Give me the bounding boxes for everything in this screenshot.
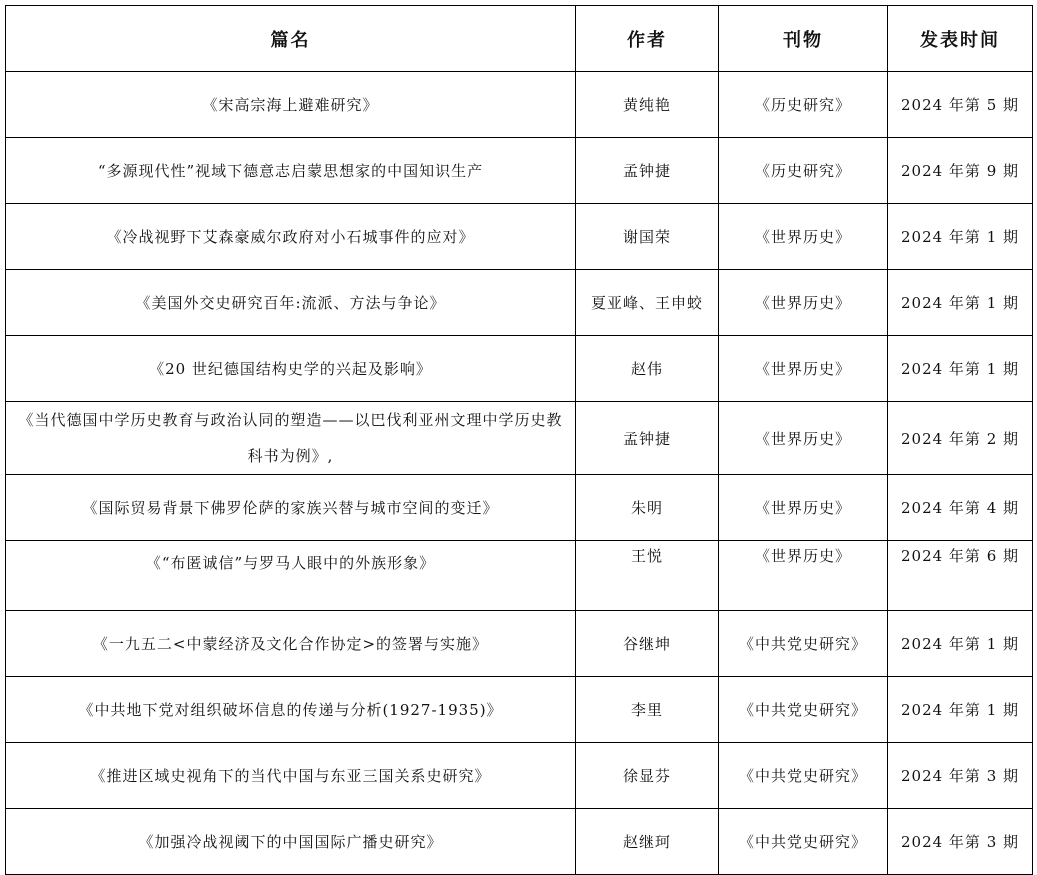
table-row [6,611,1033,677]
row-journal: 《历史研究》 [719,138,888,204]
row-journal: 《中共党史研究》 [719,743,888,809]
table-row [6,204,1033,270]
row-author: 孟钟捷 [576,138,719,204]
table-row [6,138,1033,204]
row-date: 2024 年第 1 期 [888,611,1033,677]
row-journal: 《历史研究》 [719,72,888,138]
row-author: 李里 [576,677,719,743]
table-row [6,475,1033,541]
table-row [6,677,1033,743]
row-journal: 《世界历史》 [719,402,888,475]
row-title: 《中共地下党对组织破坏信息的传递与分析(1927-1935)》 [6,677,576,743]
row-author: 赵继珂 [576,809,719,875]
row-journal: 《世界历史》 [719,336,888,402]
row-date: 2024 年第 1 期 [888,677,1033,743]
row-journal: 《世界历史》 [719,541,888,611]
table-row [6,72,1033,138]
row-title: 《加强冷战视阈下的中国国际广播史研究》 [6,809,576,875]
table-row [6,809,1033,875]
row-title: 《“布匿诚信”与罗马人眼中的外族形象》 [6,541,576,611]
row-date: 2024 年第 9 期 [888,138,1033,204]
row-author: 朱明 [576,475,719,541]
row-author: 王悦 [576,541,719,611]
row-date: 2024 年第 1 期 [888,270,1033,336]
row-title: 《国际贸易背景下佛罗伦萨的家族兴替与城市空间的变迁》 [6,475,576,541]
table-row [6,541,1033,611]
row-author: 孟钟捷 [576,402,719,475]
table-row [6,743,1033,809]
publication-table [5,5,1033,875]
header-journal: 刊物 [719,6,888,72]
row-author: 黄纯艳 [576,72,719,138]
row-author: 夏亚峰、王申蛟 [576,270,719,336]
row-author: 谷继坤 [576,611,719,677]
row-journal: 《世界历史》 [719,204,888,270]
row-title: 《美国外交史研究百年:流派、方法与争论》 [6,270,576,336]
row-title: 《一九五二<中蒙经济及文化合作协定>的签署与实施》 [6,611,576,677]
row-date: 2024 年第 3 期 [888,743,1033,809]
row-date: 2024 年第 2 期 [888,402,1033,475]
row-date: 2024 年第 1 期 [888,336,1033,402]
table-row [6,336,1033,402]
table-row [6,402,1033,475]
row-title: 《当代德国中学历史教育与政治认同的塑造——以巴伐利亚州文理中学历史教科书为例》, [6,402,576,475]
table-header-row [6,6,1033,72]
row-author: 谢国荣 [576,204,719,270]
row-journal: 《中共党史研究》 [719,809,888,875]
row-date: 2024 年第 3 期 [888,809,1033,875]
row-author: 赵伟 [576,336,719,402]
row-date: 2024 年第 6 期 [888,541,1033,611]
row-journal: 《中共党史研究》 [719,677,888,743]
row-title: 《宋高宗海上避难研究》 [6,72,576,138]
row-journal: 《世界历史》 [719,475,888,541]
row-journal: 《世界历史》 [719,270,888,336]
header-author: 作者 [576,6,719,72]
row-title: 《推进区域史视角下的当代中国与东亚三国关系史研究》 [6,743,576,809]
row-title: 《冷战视野下艾森豪威尔政府对小石城事件的应对》 [6,204,576,270]
header-title: 篇名 [6,6,576,72]
table-row [6,270,1033,336]
row-date: 2024 年第 1 期 [888,204,1033,270]
row-author: 徐显芬 [576,743,719,809]
row-date: 2024 年第 5 期 [888,72,1033,138]
row-journal: 《中共党史研究》 [719,611,888,677]
header-date: 发表时间 [888,6,1033,72]
row-date: 2024 年第 4 期 [888,475,1033,541]
row-title: 《20 世纪德国结构史学的兴起及影响》 [6,336,576,402]
row-title: “多源现代性”视域下德意志启蒙思想家的中国知识生产 [6,138,576,204]
